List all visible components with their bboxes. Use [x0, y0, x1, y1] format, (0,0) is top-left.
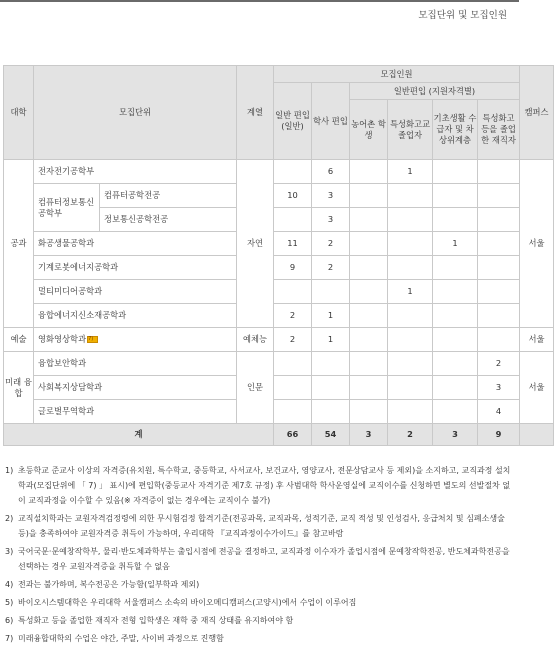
value-cell	[312, 400, 350, 424]
college-cell: 예술	[4, 328, 34, 352]
total-campus-cell	[520, 424, 554, 446]
college-cell: 미래 융합	[4, 352, 34, 424]
field-cell: 자연	[237, 160, 274, 328]
value-cell	[350, 328, 388, 352]
value-cell	[274, 208, 312, 232]
header-unit: 모집단위	[34, 66, 237, 160]
value-cell	[388, 184, 433, 208]
total-cell: 3	[350, 424, 388, 446]
value-cell	[433, 208, 478, 232]
table-row	[4, 184, 554, 208]
note-item	[5, 595, 513, 610]
table-row	[4, 160, 554, 184]
value-cell	[478, 184, 520, 208]
value-cell: 2	[312, 232, 350, 256]
value-cell	[478, 232, 520, 256]
table-row	[4, 352, 554, 376]
unit-cell: 기계로봇에너지공학과	[34, 256, 237, 280]
header-quota: 모집인원	[274, 66, 520, 83]
value-cell	[274, 352, 312, 376]
value-cell	[433, 184, 478, 208]
value-cell	[350, 400, 388, 424]
value-cell	[388, 232, 433, 256]
value-cell	[350, 232, 388, 256]
value-cell	[350, 256, 388, 280]
note-item	[5, 511, 513, 541]
value-cell	[433, 328, 478, 352]
campus-cell: 서울	[520, 160, 554, 328]
value-cell: 1	[433, 232, 478, 256]
unit-cell: 정보통신공학전공	[100, 208, 237, 232]
note-text: 국어국문·문예창작학부, 물리·반도체과학부는 출입시점에 전공을 결정하고, 교직과정 이수자가 졸업시점에 문예창작학전공, 반도체과학전공을 선택하는 경우 교원자격증을 취득할 수 없음	[18, 547, 510, 571]
unit-cell: 멀티미디어공학과	[34, 280, 237, 304]
value-cell	[433, 160, 478, 184]
header-col-bachelor: 학사 편입	[312, 83, 350, 160]
table-row	[4, 232, 554, 256]
value-cell	[388, 376, 433, 400]
header-col-vocational: 특성화고교 졸업자	[388, 100, 433, 160]
header-college: 대학	[4, 66, 34, 160]
note-item	[5, 463, 513, 508]
table-row	[4, 328, 554, 352]
note-text: 바이오시스템대학은 우리대학 서울캠퍼스 소속의 바이오메디캠퍼스(고양시)에서 수업이 이루어짐	[18, 598, 357, 607]
total-label: 계	[4, 424, 274, 446]
value-cell: 6	[312, 160, 350, 184]
value-cell: 11	[274, 232, 312, 256]
table-row	[4, 400, 554, 424]
value-cell	[433, 256, 478, 280]
college-cell: 공과	[4, 160, 34, 328]
value-cell	[388, 352, 433, 376]
note-text: 초등학교 준교사 이상의 자격증(유치원, 특수학교, 중등학교, 사서교사, 보건교사, 영양교사, 전문상담교사 등 제외)을 소지하고, 교직과정 설치학과(모집단위에 「 7) 」 표시)에 편입학(중등교사 자격기준 제7호 규정) 후 사범대학 학사운영실에 교직이수를 신청하면 별도의 선발절차 없이 교직과정을 이수할 수 있음(※ 자격증이 없는 경우에는 교직이수 불가)	[18, 466, 511, 505]
note-number: 1)	[5, 466, 14, 475]
table-row	[4, 304, 554, 328]
value-cell	[478, 256, 520, 280]
header-campus: 캠퍼스	[520, 66, 554, 160]
note-item	[5, 544, 513, 574]
field-cell: 인문	[237, 352, 274, 424]
header-bar	[0, 0, 519, 26]
campus-cell: 서울	[520, 352, 554, 424]
unit-cell: 융합보안학과	[34, 352, 237, 376]
total-cell: 9	[478, 424, 520, 446]
table-row	[4, 280, 554, 304]
value-cell	[312, 280, 350, 304]
unit-parent-cell: 컴퓨터정보통신공학부	[34, 184, 100, 232]
value-cell: 10	[274, 184, 312, 208]
unit-label: 영화영상학과	[38, 334, 87, 345]
value-cell	[478, 160, 520, 184]
value-cell	[312, 376, 350, 400]
total-cell: 3	[433, 424, 478, 446]
value-cell	[433, 376, 478, 400]
value-cell	[274, 400, 312, 424]
value-cell	[388, 400, 433, 424]
value-cell: 2	[312, 256, 350, 280]
value-cell: 9	[274, 256, 312, 280]
value-cell	[274, 160, 312, 184]
value-cell	[433, 352, 478, 376]
value-cell	[478, 328, 520, 352]
recruitment-table	[3, 65, 554, 446]
unit-cell: 사회복지상담학과	[34, 376, 237, 400]
notes-section	[5, 463, 513, 649]
value-cell	[350, 208, 388, 232]
total-cell: 2	[388, 424, 433, 446]
note-text: 미래융합대학의 수업은 야간, 주말, 사이버 과정으로 진행함	[18, 634, 224, 643]
value-cell	[350, 184, 388, 208]
value-cell	[433, 280, 478, 304]
value-cell	[350, 376, 388, 400]
value-cell	[350, 160, 388, 184]
value-cell: 3	[312, 208, 350, 232]
value-cell: 4	[478, 400, 520, 424]
header-col-employed: 특성화고 등을 졸업한 재직자	[478, 100, 520, 160]
value-cell	[388, 328, 433, 352]
value-cell: 2	[274, 304, 312, 328]
note-number: 7)	[5, 634, 14, 643]
total-row	[4, 424, 554, 446]
value-cell	[388, 304, 433, 328]
note-number: 5)	[5, 598, 14, 607]
value-cell	[388, 208, 433, 232]
value-cell: 1	[312, 328, 350, 352]
note-number: 2)	[5, 514, 14, 523]
total-cell: 54	[312, 424, 350, 446]
note-text: 교직설치학과는 교원자격검정령에 의한 무시험검정 합격기준(전공과목, 교직과목, 성적기준, 교직 적성 및 인성검사, 응급처치 및 심폐소생술 등)을 충족하여야 교원자격증 취득이 가능하며, 우리대학 『교직과정이수가이드』를 참고바람	[18, 514, 505, 538]
teaching-course-badge: 7)	[87, 336, 98, 343]
value-cell	[274, 376, 312, 400]
note-item	[5, 631, 513, 646]
header-field: 계열	[237, 66, 274, 160]
note-text: 전과는 불가하며, 복수전공은 가능함(일부학과 제외)	[18, 580, 200, 589]
value-cell: 3	[478, 376, 520, 400]
value-cell	[478, 208, 520, 232]
unit-cell: 컴퓨터공학전공	[100, 184, 237, 208]
value-cell	[312, 352, 350, 376]
note-number: 3)	[5, 547, 14, 556]
value-cell: 3	[312, 184, 350, 208]
note-item	[5, 577, 513, 592]
table-row	[4, 256, 554, 280]
value-cell: 1	[312, 304, 350, 328]
value-cell	[350, 304, 388, 328]
field-cell: 예체능	[237, 328, 274, 352]
value-cell: 2	[478, 352, 520, 376]
note-number: 4)	[5, 580, 14, 589]
value-cell	[433, 304, 478, 328]
value-cell: 1	[388, 280, 433, 304]
header-general-admission: 일반편입 (지원자격별)	[350, 83, 520, 100]
value-cell	[350, 352, 388, 376]
value-cell	[478, 280, 520, 304]
table-row	[4, 376, 554, 400]
unit-cell: 융합에너지신소재공학과	[34, 304, 237, 328]
note-number: 6)	[5, 616, 14, 625]
value-cell	[388, 256, 433, 280]
campus-cell: 서울	[520, 328, 554, 352]
value-cell	[433, 400, 478, 424]
header-col-rural: 농어촌 학생	[350, 100, 388, 160]
header-col-general: 일반 편입 (일반)	[274, 83, 312, 160]
value-cell: 2	[274, 328, 312, 352]
total-cell: 66	[274, 424, 312, 446]
unit-cell	[34, 328, 237, 352]
header-col-lowincome: 기초생활 수급자 및 차상위계층	[433, 100, 478, 160]
page-title: 모집단위 및 모집인원	[418, 10, 507, 21]
note-text: 특성화고 등을 졸업한 재직자 전형 입학생은 재학 중 재직 상태를 유지하여야 함	[18, 616, 294, 625]
value-cell	[274, 280, 312, 304]
unit-cell: 글로벌무역학과	[34, 400, 237, 424]
unit-cell: 화공생물공학과	[34, 232, 237, 256]
value-cell	[350, 280, 388, 304]
unit-cell: 전자전기공학부	[34, 160, 237, 184]
value-cell: 1	[388, 160, 433, 184]
value-cell	[478, 304, 520, 328]
note-item	[5, 613, 513, 628]
